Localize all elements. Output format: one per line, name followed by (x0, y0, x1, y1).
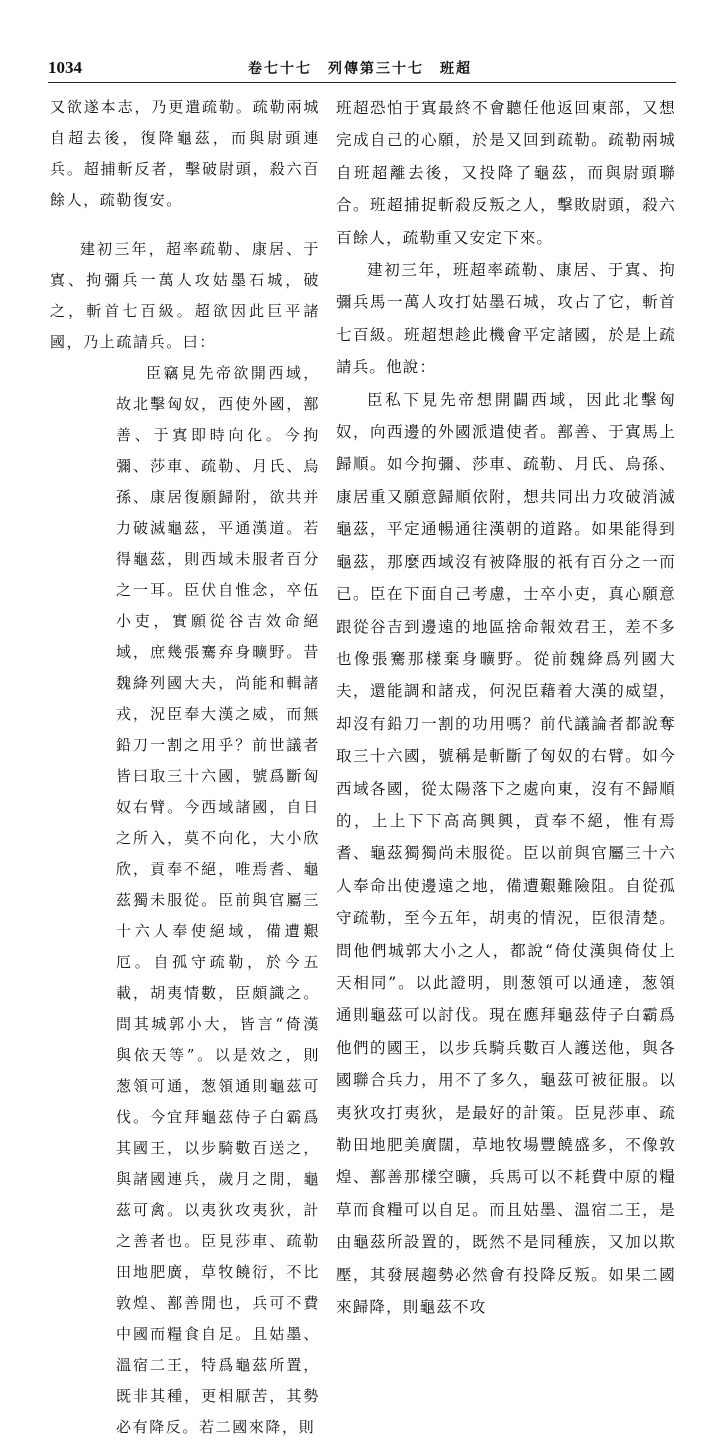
translation-paragraph-1: 班超恐怕于寘最終不會聽任他返回東部，又想完成自己的心願，於是又回到疏勒。疏勒兩城自班超離去後，又投降了龜茲，而與尉頭聯合。班超捕捉斬殺反叛之人，擊敗尉頭，殺六百餘人，疏勒重又安定下來。 (336, 99, 676, 247)
running-head: 卷七十七 列傳第三十七 班超 (248, 61, 472, 77)
classical-paragraph-2: 建初三年，超率疏勒、康居、于寘、拘彌兵一萬人攻姑墨石城，破之，斬首七百級。超欲因此巨平諸國，乃上疏請兵。曰： (50, 240, 320, 351)
page-header (48, 58, 676, 82)
translation-memorial-quote: 臣私下見先帝想開闢西域，因此北擊匈奴，向西邊的外國派遣使者。鄯善、于寘馬上歸順。如今拘彌、莎車、疏勒、月氏、烏孫、康居重又願意歸順依附，想共同出力攻破消滅龜茲，平定通暢通往漢朝的道路。如果能得到龜茲，那麼西域沒有被降服的祇有百分之一而已。臣在下面自己考慮，士卒小吏，真心願意跟從谷吉到邊遠的地區捨命報效君王，差不多也像張騫那樣棄身曠野。從前魏絳爲列國大夫，還能調和諸戎，何況臣藉着大漢的威望，却沒有鉛刀一割的功用嗎？前代議論者都說奪取三十六國，號稱是斬斷了匈奴的右臂。如今西域各國，從太陽落下之處向東，沒有不歸順的，上上下下高高興興，貢奉不絕，惟有焉耆、龜茲獨獨尚未服從。臣以前與官屬三十六人奉命出使邊遠之地，備遭艱難險阻。自從孤守疏勒，至今五年，胡夷的情況，臣很清楚。問他們城郭大小之人，都說“倚仗漢與倚仗上天相同”。以此證明，則葱領可以通達，葱領通則龜茲可以討伐。現在應拜龜茲侍子白霸爲他們的國王，以步兵騎兵數百人護送他，與各國聯合兵力，用不了多久，龜茲可被征服。以夷狄攻打夷狄，是最好的計策。臣見莎車、疏勒田地肥美廣闊，草地牧場豐饒盛多，不像敦煌、鄯善那樣空曠，兵馬可以不耗費中原的糧草而食糧可以自足。而且姑墨、溫宿二王，是由龜茲所設置的，既然不是同種族，又加以欺壓，其發展趨勢必然會有投降反叛。如果二國來歸降，則龜茲不攻 (336, 390, 676, 1317)
paragraph-gap (50, 216, 320, 234)
header-rule (48, 82, 676, 83)
translation-paragraph-2: 建初三年，班超率疏勒、康居、于寘、拘彌兵馬一萬人攻打姑墨石城，攻占了它，斬首七百級。班超想趁此機會平定諸國，於是上疏請兵。他說： (336, 261, 676, 377)
translation-column (336, 92, 676, 1323)
page-number: 1034 (48, 58, 82, 77)
classical-memorial-quote: 臣竊見先帝欲開西域，故北擊匈奴，西使外國，鄯善、于寘即時向化。今拘彌、莎車、疏勒、月氏、烏孫、康居復願歸附，欲共并力破滅龜茲，平通漢道。若得龜茲，則西域未服者百分之一耳。臣伏自惟念，卒伍小吏，實願從谷吉效命絕域，庶幾張騫弃身曠野。昔魏絳列國大夫，尚能和輯諸戎，況臣奉大漢之威，而無鉛刀一割之用乎？前世議者皆曰取三十六國，號爲斷匈奴右臂。今西域諸國，自日之所入，莫不向化，大小欣欣，貢奉不絕，唯焉耆、龜茲獨未服從。臣前與官屬三十六人奉使絕域，備遭艱厄。自孤守疏勒，於今五載，胡夷情數，臣頗識之。問其城郭小大，皆言“倚漢與依天等”。以是效之，則葱領可通，葱領通則龜茲可伐。今宜拜龜茲侍子白霸爲其國王，以步騎數百送之，與諸國連兵，歲月之閒，龜茲可禽。以夷狄攻夷狄，計之善者也。臣見莎車、疏勒田地肥廣，草牧饒衍，不比敦煌、鄯善閒也，兵可不費中國而糧食自足。且姑墨、溫宿二王，特爲龜茲所置，既非其種，更相厭苦，其勢必有降反。若二國來降，則 (116, 364, 320, 1436)
classical-paragraph-1: 又欲遂本志，乃更遣疏勒。疏勒兩城自超去後，復降龜茲，而與尉頭連兵。超捕斬反者，擊破尉頭，殺六百餘人，疏勒復安。 (50, 98, 320, 209)
classical-text-column (50, 92, 320, 1443)
